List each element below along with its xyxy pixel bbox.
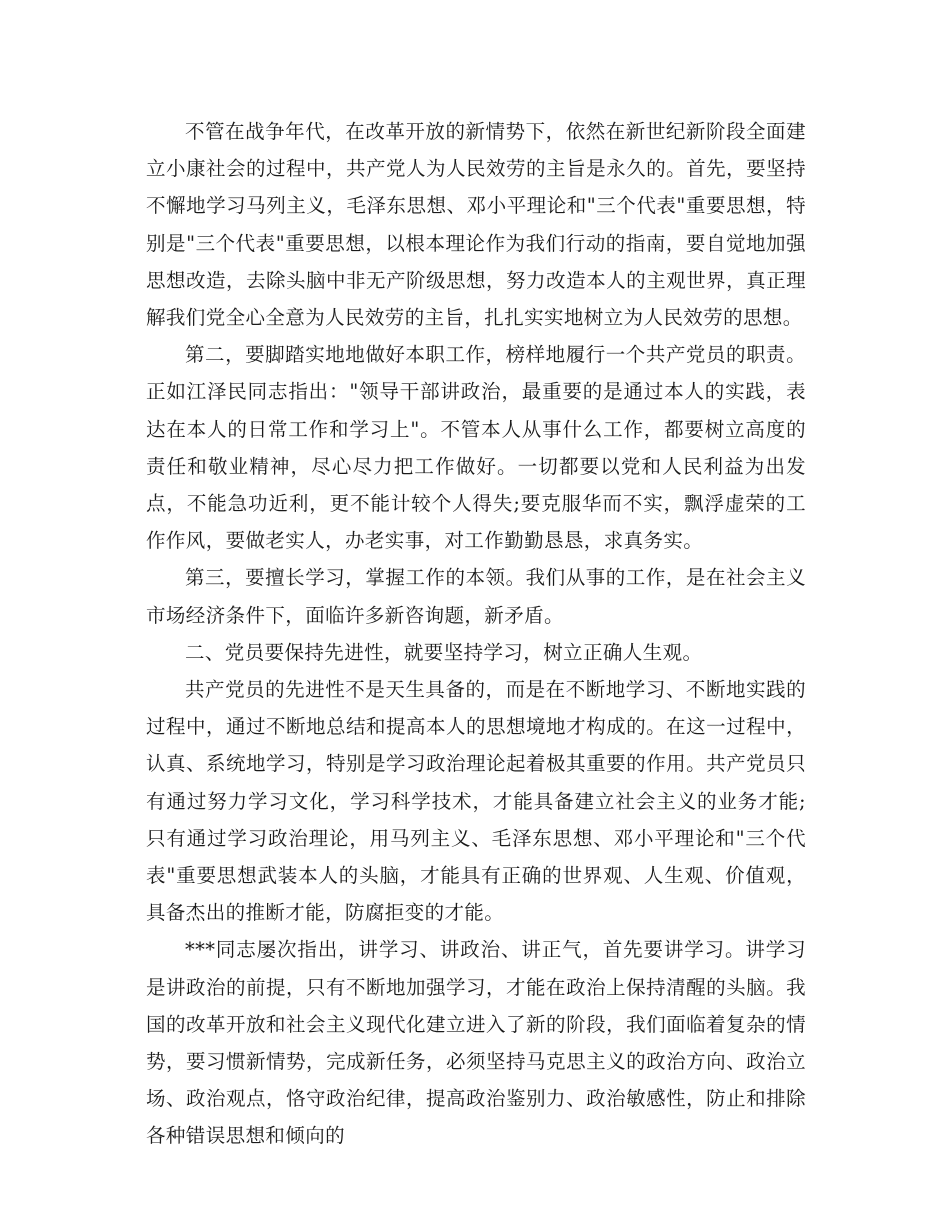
paragraph-3: 第三，要擅长学习，掌握工作的本领。我们从事的工作，是在社会主义市场经济条件下，面临许多新咨询题，新矛盾。	[146, 566, 806, 627]
document-body	[146, 113, 806, 1155]
section-heading: 二、党员要保持先进性，就要坚持学习，树立正确人生观。	[185, 640, 703, 664]
paragraph-4: 共产党员的先进性不是天生具备的，而是在不断地学习、不断地实践的过程中，通过不断地总结和提高本人的思想境地才构成的。在这一过程中，认真、系统地学习，特别是学习政治理论起着极其重要的作用。共产党员只有通过努力学习文化，学习科学技术，才能具备建立社会主义的业务才能;只有通过学习政治理论，用马列主义、毛泽东思想、邓小平理论和"三个代表"重要思想武装本人的头脑，才能具有正确的世界观、人生观、价值观，具备杰出的推断才能，防腐拒变的才能。	[146, 678, 806, 925]
paragraph-5: ***同志屡次指出，讲学习、讲政治、讲正气，首先要讲学习。讲学习是讲政治的前提，只有不断地加强学习，才能在政治上保持清醒的头脑。我国的改革开放和社会主义现代化建立进入了新的阶段，我们面临着复杂的情势，要习惯新情势，完成新任务，必须坚持马克思主义的政治方向、政治立场、政治观点，恪守政治纪律，提高政治鉴别力、政治敏感性，防止和排除各种错误思想和倾向的	[146, 938, 806, 1148]
paragraph-1: 不管在战争年代，在改革开放的新情势下，依然在新世纪新阶段全面建立小康社会的过程中，共产党人为人民效劳的主旨是永久的。首先，要坚持不懈地学习马列主义，毛泽东思想、邓小平理论和"三个代表"重要思想，特别是"三个代表"重要思想，以根本理论作为我们行动的指南，要自觉地加强思想改造，去除头脑中非无产阶级思想，努力改造本人的主观世界，真正理解我们党全心全意为人民效劳的主旨，扎扎实实地树立为人民效劳的思想。	[146, 120, 806, 330]
paragraph-2: 第二，要脚踏实地地做好本职工作，榜样地履行一个共产党员的职责。正如江泽民同志指出："领导干部讲政治，最重要的是通过本人的实践，表达在本人的日常工作和学习上"。不管本人从事什么工作，都要树立高度的责任和敬业精神，尽心尽力把工作做好。一切都要以党和人民利益为出发点，不能急功近利，更不能计较个人得失;要克服华而不实，飘浮虚荣的工作作风，要做老实人，办老实事，对工作勤勤恳恳，求真务实。	[146, 343, 806, 553]
